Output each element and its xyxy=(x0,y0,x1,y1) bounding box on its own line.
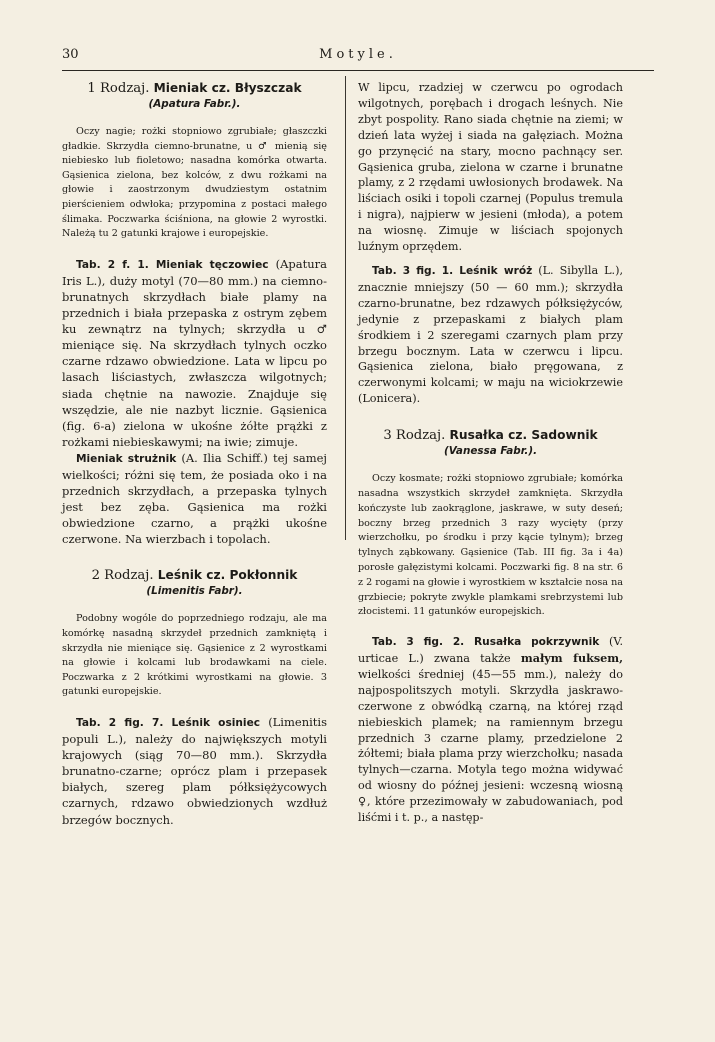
species-label: Tab. 3 fig. 1. Leśnik wróż xyxy=(372,264,533,277)
genus-name: Leśnik cz. Pokłonnik xyxy=(157,568,298,583)
page-header xyxy=(62,47,654,67)
genus-name: Rusałka cz. Sadownik xyxy=(449,428,598,443)
left-column xyxy=(62,80,327,828)
genus-number: 3 Rodzaj. xyxy=(383,428,446,444)
genus-name: Mieniak cz. Błyszczak xyxy=(153,81,302,95)
species-text: (L. Sibylla L.), znacznie mniejszy (50 — 60 mm.); skrzydła czarno-brunatne, bez rdzawych półksiężyców, jedynie z przepaskami z białych plam środkiem i 2 szeregami czarnych plam przy brzegu bocznym. Lata w czerwcu i lipcu. Gąsienica zielona, biało pręgowana, z czerwonymi kolcami; w maju na wiciokrzewie (Lonicera). xyxy=(358,263,624,406)
genus-description-vanessa: Oczy kosmate; rożki stopniowo zgrubiałe; komórka nasadna wszystkich skrzydeł zamknięta. Skrzydła kończyste lub zaokrąglone, jaskrawe, w suty deseń; boczny brzeg przednich 3 razy wycięty (przy wierzchołku, po środku i przy kącie tylnym); brzeg tylnych ząbkowany. Gąsienice (Tab. III fig. 3a i 4a) porosłe gałęzistymi kolcami. Poczwarki fig. 8 na str. 6 z 2 rogami na głowie i wyrostkiem w kształcie nosa na grzbiecie; pokryte zwykle plamkami srebrzystemi lub złocistemi. 11 gatunków europejskich. xyxy=(358,473,623,618)
genus-number: 1 Rodzaj. xyxy=(87,81,150,96)
species-populi-continued: W lipcu, rzadziej w czerwcu po ogrodach wilgotnych, porębach i drogach leśnych. Nie zbyt pospolity. Rano siada chętnie na ziemi; w dzień lata wyżej i siada na gałęziach. Można go przynęcić na stary, mocno pachnący ser. Gąsienica gruba, zielona w czarne i brunatne plamy, z 2 rzędami uwłosionych brodawek. Na liściach osiki i topoli czarnej (Populus tremula i nigra), najpierw w jesieni (młoda), a potem na wiosnę. Zimuje w liściach spojonych luźnym oprzędem. xyxy=(358,81,623,254)
species-limenitis-populi xyxy=(62,714,327,828)
page-number: 30 xyxy=(62,47,79,62)
column-divider xyxy=(345,76,346,540)
genus-number: 2 Rodzaj. xyxy=(91,568,154,584)
genus-heading-vanessa xyxy=(358,427,623,444)
genus-heading-limenitis xyxy=(62,567,327,584)
genus-description-apatura: Oczy nagie; rożki stopniowo zgrubiałe; głaszczki gładkie. Skrzydła ciemno-brunatne, u ♂ mienią się niebiesko lub fioletowo; nasadna komórka otwarta. Gąsienica zielona, bez kolców, z dwu rożkami na głowie i zaostrzonym dwudziestym ostatnim pierścieniem odwłoka; przypomina z postaci małego ślimaka. Poczwarka ściśniona, na głowie 2 wyrostki. Należą tu 2 gatunki krajowe i europejskie. xyxy=(62,126,327,240)
species-label: Mieniak strużnik xyxy=(76,452,177,465)
species-apatura-iris xyxy=(62,256,327,450)
species-vanessa-urticae xyxy=(358,634,623,826)
species-text: (A. Ilia Schiff.) tej samej wielkości; różni się tem, że posiada oko i na przednich skrzydłach, a przepaska tylnych jest bez zęba. Gąsienica ma rożki obwiedzione czarno, a prążki ukośne czerwone. Na wierzbach i topolach. xyxy=(62,450,327,547)
species-label: Tab. 2 f. 1. Mieniak tęczowiec xyxy=(76,258,269,271)
spacer xyxy=(358,620,623,634)
species-label: Tab. 2 fig. 7. Leśnik osiniec xyxy=(76,717,261,729)
species-apatura-ilia xyxy=(62,450,327,548)
spacer xyxy=(62,547,327,567)
species-text: (Apatura Iris L.), duży motyl (70—80 mm.) na ciemno-brunatnych skrzydłach białe plamy na przednich i biała przepaska z ostrym zębem ku zewnątrz na tylnych; skrzydła u ♂ mieniące się. Na skrzydłach tylnych oczko czarne rdzawo obwiedzione. Lata w lipcu po lasach liściastych, zwłaszcza wilgotnych; siada chętnie na nawozie. Znajduje się wszędzie, ale nie nazbyt licznie. Gąsienica (fig. 6-a) zielona w ukośne żółte prążki z rożkami niebieskawymi; na iwie; zimuje. xyxy=(62,256,327,449)
running-title: Motyle. xyxy=(319,47,397,62)
spacer xyxy=(358,407,623,427)
right-column xyxy=(358,80,623,826)
common-name-highlight: małym fuksem, xyxy=(520,651,623,665)
species-text: (V. urticae L.) zwana także xyxy=(358,635,623,665)
genus-authority: (Vanessa Fabr.). xyxy=(443,445,538,458)
spacer xyxy=(358,255,623,263)
species-limenitis-sibylla xyxy=(358,263,623,407)
header-rule xyxy=(62,70,654,71)
spacer xyxy=(62,700,327,714)
spacer xyxy=(62,242,327,256)
genus-authority: (Limenitis Fabr). xyxy=(146,585,243,598)
genus-authority: (Apatura Fabr.). xyxy=(148,98,241,110)
species-text: wielkości średniej (45—55 mm.), należy do najpospolitszych motyli. Skrzydła jaskrawo-czerwone z obwódką czarną, na której rząd niebieskich plamek; na ramiennym brzegu przednich 3 czarne plamy, przedzielone 2 żółtemi; biała plama przy wierzchołku; nasada tylnych—czarna. Motyla tego można widywać od wiosny do późnej jesieni: wczesną wiosną ♀, które przezimowały w zabudowaniach, pod liśćmi i t. p., a następ- xyxy=(358,667,623,825)
species-text: (Limenitis populi L.), należy do największych motyli krajowych (siąg 70—80 mm.). Skrzydła brunatno-czarne; oprócz plam i przepasek białych, szereg plam półksiężycowych czarnych, rdzawo obwiedzionych wzdłuż brzegów bocznych. xyxy=(62,715,327,827)
genus-description-limenitis: Podobny wogóle do poprzedniego rodzaju, ale ma komórkę nasadną skrzydeł przednich zamkniętą i skrzydła nie mieniące się. Gąsienice z 2 wyrostkami na głowie i kolcami lub brodawkami na ciele. Poczwarka z 2 krótkimi wyrostkami na głowie. 3 gatunki europejskie. xyxy=(62,613,327,698)
species-label: Tab. 3 fig. 2. Rusałka pokrzywnik xyxy=(372,636,600,649)
genus-heading-apatura xyxy=(62,80,327,97)
